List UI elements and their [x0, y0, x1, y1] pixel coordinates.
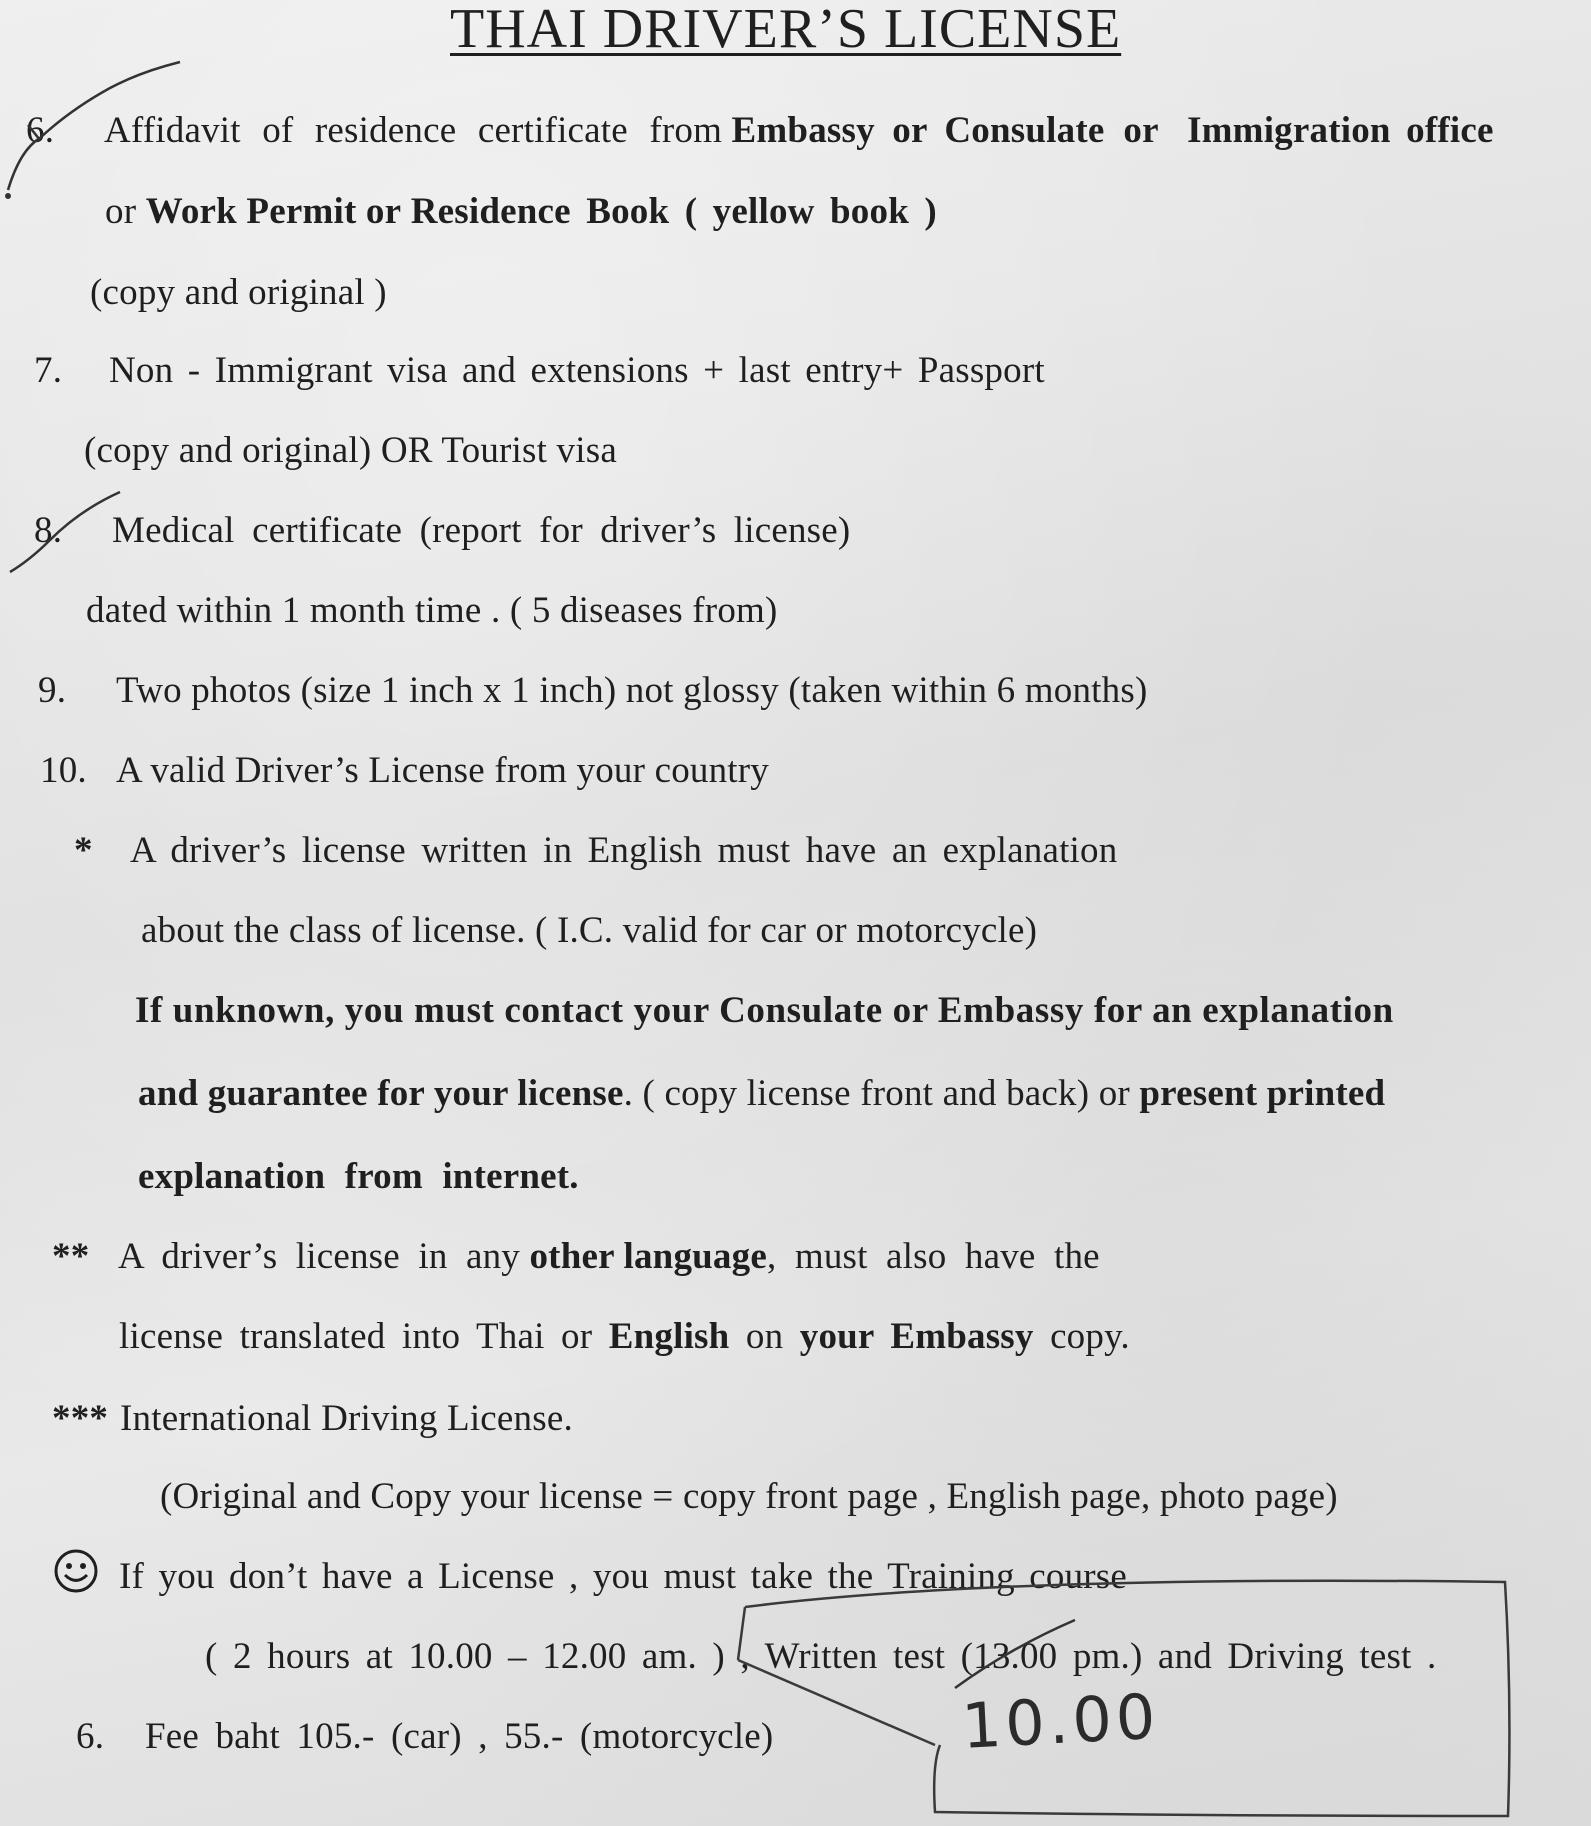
item-10-number: 10. — [40, 750, 87, 791]
item-6-or: or — [1123, 110, 1159, 151]
item-6-or-2: or — [105, 191, 137, 232]
note-1-line-5: explanation from internet. — [138, 1156, 579, 1197]
item-7-line-1 — [34, 352, 1045, 389]
note-2-text-copy: copy. — [1050, 1316, 1130, 1357]
item-6-or-3: or — [365, 191, 402, 232]
fee-number: 6. — [76, 1716, 105, 1757]
training-line-2: ( 2 hours at 10.00 – 12.00 am. ) , Written test (13.00 pm.) and Driving test . — [205, 1636, 1437, 1677]
item-8-line-2: dated within 1 month time . ( 5 diseases from) — [86, 590, 778, 631]
note-2-text-2: , must also have the — [766, 1236, 1100, 1277]
item-10-text: A valid Driver’s License from your country — [116, 750, 769, 791]
handwritten-time-note: 10.00 — [960, 1679, 1162, 1763]
item-6-number: 6. — [26, 110, 55, 151]
note-3-text-1: International Driving License. — [120, 1398, 573, 1439]
item-7-text: Non - Immigrant visa and extensions + last entry+ Passport — [109, 350, 1045, 391]
training-line-1: If you don’t have a License , you must take the Training course — [119, 1556, 1128, 1597]
note-1-line-3: If unknown, you must contact your Consulate or Embassy for an explanation — [135, 990, 1394, 1031]
smiley-icon — [53, 1548, 99, 1594]
item-6-line-3: (copy and original ) — [90, 272, 387, 313]
note-2-text-3: license translated into Thai or — [119, 1316, 593, 1357]
item-7-number: 7. — [34, 350, 63, 391]
item-9-text: Two photos (size 1 inch x 1 inch) not glossy (taken within 6 months) — [116, 670, 1148, 711]
item-8-line-1 — [34, 512, 850, 549]
note-3-marker: *** — [52, 1398, 109, 1439]
note-2-bold-your-embassy: your Embassy — [799, 1316, 1034, 1357]
note-2-line-2 — [119, 1318, 1130, 1355]
note-3-line-1 — [52, 1400, 573, 1437]
note-1-line-4 — [138, 1075, 1385, 1112]
fee-text: Fee baht 105.- (car) , 55.- (motorcycle) — [145, 1716, 774, 1757]
item-10-line-1 — [40, 752, 769, 789]
item-8-text: Medical certificate (report for driver’s license) — [112, 510, 851, 551]
note-1-copy-text: . ( copy license front and back) or — [623, 1073, 1130, 1114]
note-1-bold-guarantee: and guarantee for your license — [138, 1073, 624, 1114]
page-title: THAI DRIVER’S LICENSE — [450, 0, 1122, 60]
note-1-line-1 — [74, 832, 1117, 869]
note-2-line-1 — [52, 1238, 1100, 1275]
note-2-text-1: A driver’s license in any — [118, 1236, 521, 1277]
item-9-line-1 — [38, 672, 1147, 709]
item-6-bold-work-permit: Work Permit — [145, 191, 357, 232]
item-7-line-2: (copy and original) OR Tourist visa — [84, 430, 617, 471]
note-2-bold-other-language: other language — [529, 1236, 767, 1277]
fee-line — [76, 1718, 773, 1755]
note-1-line-2: about the class of license. ( I.C. valid for car or motorcycle) — [141, 910, 1038, 951]
item-6-line-2 — [105, 193, 937, 230]
note-2-text-on: on — [745, 1316, 784, 1357]
note-1-bold-present-printed: present printed — [1139, 1073, 1386, 1114]
item-6-line-1 — [26, 112, 1494, 149]
item-9-number: 9. — [38, 670, 67, 711]
note-1-text-1: A driver’s license written in English must have an explanation — [130, 830, 1118, 871]
item-6-bold-immigration: Immigration office — [1187, 110, 1494, 151]
note-3-line-2: (Original and Copy your license = copy front page , English page, photo page) — [160, 1476, 1338, 1517]
item-6-text: Affidavit of residence certificate from — [104, 110, 723, 151]
item-6-bold-residence-book: Residence Book ( yellow book ) — [410, 191, 937, 232]
note-1-marker: * — [74, 830, 93, 871]
note-2-bold-english: English — [608, 1316, 730, 1357]
item-8-number: 8. — [34, 510, 63, 551]
note-2-marker: ** — [52, 1236, 90, 1277]
item-6-bold-embassy: Embassy or Consulate — [731, 110, 1105, 151]
